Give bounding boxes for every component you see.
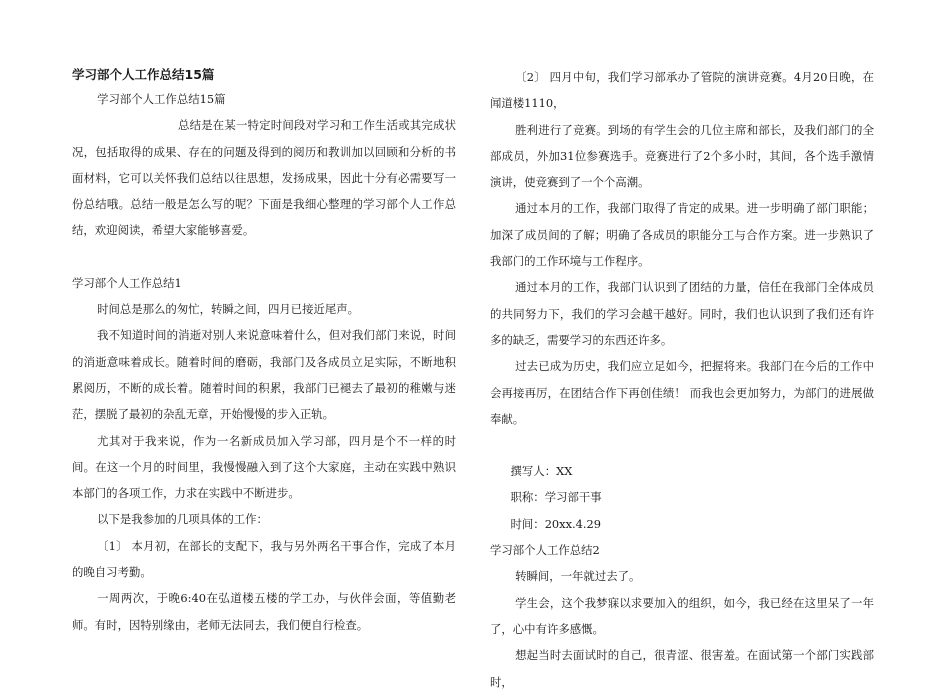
paragraph: 学生会，这个我梦寐以求要加入的组织，如今，我已经在这里呆了一年了，心中有许多感慨。 <box>490 595 874 636</box>
paragraph: 〔1〕 本月初，在部长的支配下，我与另外两名干事合作，完成了本月的晚自习考勤。 <box>72 538 456 580</box>
signature-role: 职称：学习部干事 <box>510 490 602 505</box>
left-column <box>72 64 456 638</box>
spacer <box>490 432 874 458</box>
right-column <box>490 64 874 695</box>
paragraph: 想起当时去面试时的自己，很青涩、很害羞。在面试第一个部门实践部时， <box>490 648 874 689</box>
section-heading-1: 学习部个人工作总结1 <box>72 275 182 290</box>
paragraph: 一周两次，于晚6:40在弘道楼五楼的学工办，与伙伴会面，等值勤老师。有时，因特别缘由，老师无法同去，我们便自行检查。 <box>72 591 456 632</box>
paragraph: 以下是我参加的几项具体的工作： <box>97 512 268 527</box>
paragraph: 时间总是那么的匆忙，转瞬之间，四月已接近尾声。 <box>97 302 360 317</box>
paragraph: 通过本月的工作，我部门取得了肯定的成果。进一步明确了部门职能；加深了成员间的了解；明确了各成员的职能分工与合作方案。进一步熟识了我部门的工作环境与工作程序。 <box>490 201 874 269</box>
paragraph: 尤其对于我来说，作为一名新成员加入学习部，四月是个不一样的时间。在这一个月的时间里，我慢慢融入到了这个大家庭，主动在实践中熟识本部门的各项工作，力求在实践中不断进步。 <box>72 433 456 501</box>
paragraph: 胜利进行了竞赛。到场的有学生会的几位主席和部长，及我们部门的全部成员，外加31位参赛选手。竞赛进行了2个多小时，其间，各个选手激情演讲，使竞赛到了一个个高潮。 <box>490 122 874 190</box>
document-title: 学习部个人工作总结15篇 <box>72 67 215 82</box>
document-subtitle: 学习部个人工作总结15篇 <box>97 92 226 106</box>
paragraph: 我不知道时间的消逝对别人来说意味着什么，但对我们部门来说，时间的消逝意味着成长。随着时间的磨砺，我部门及各成员立足实际，不断地积累阅历，不断的成长着。随着时间的积累，我部门已褪去了最初的稚嫩与迷茫，摆脱了最初的杂乱无章，开始慢慢的步入正轨。 <box>72 328 456 422</box>
signature-author: 撰写人：XX <box>510 464 573 479</box>
paragraph: 转瞬间，一年就过去了。 <box>515 569 641 584</box>
section-heading-2: 学习部个人工作总结2 <box>490 543 600 558</box>
paragraph: 过去已成为历史，我们应立足如今，把握将来。我部门在今后的工作中会再接再厉，在团结合作下再创佳绩！ 而我也会更加努力，为部门的进展做奉献。 <box>490 359 874 426</box>
signature-time: 时间：20xx.4.29 <box>510 516 602 531</box>
paragraph: 〔2〕 四月中旬，我们学习部承办了管院的演讲竞赛。4月20日晚，在闻道楼1110， <box>490 70 874 111</box>
paragraph: 通过本月的工作，我部门认识到了团结的力量，信任在我部门全体成员的共同努力下，我们的学习会越干越好。同时，我们也认识到了我们还有许多的缺乏，需要学习的东西还许多。 <box>490 280 874 347</box>
intro-paragraph: 总结是在某一特定时间段对学习和工作生活或其完成状况，包括取得的成果、存在的问题及得到的阅历和教训加以回顾和分析的书面材料，它可以关怀我们总结以往思想，发扬成果，因此十分有必需要写一份总结哦。总结一般是怎么写的呢？下面是我细心整理的学习部个人工作总结，欢迎阅读，希望大家能够喜爱。 <box>72 118 456 238</box>
